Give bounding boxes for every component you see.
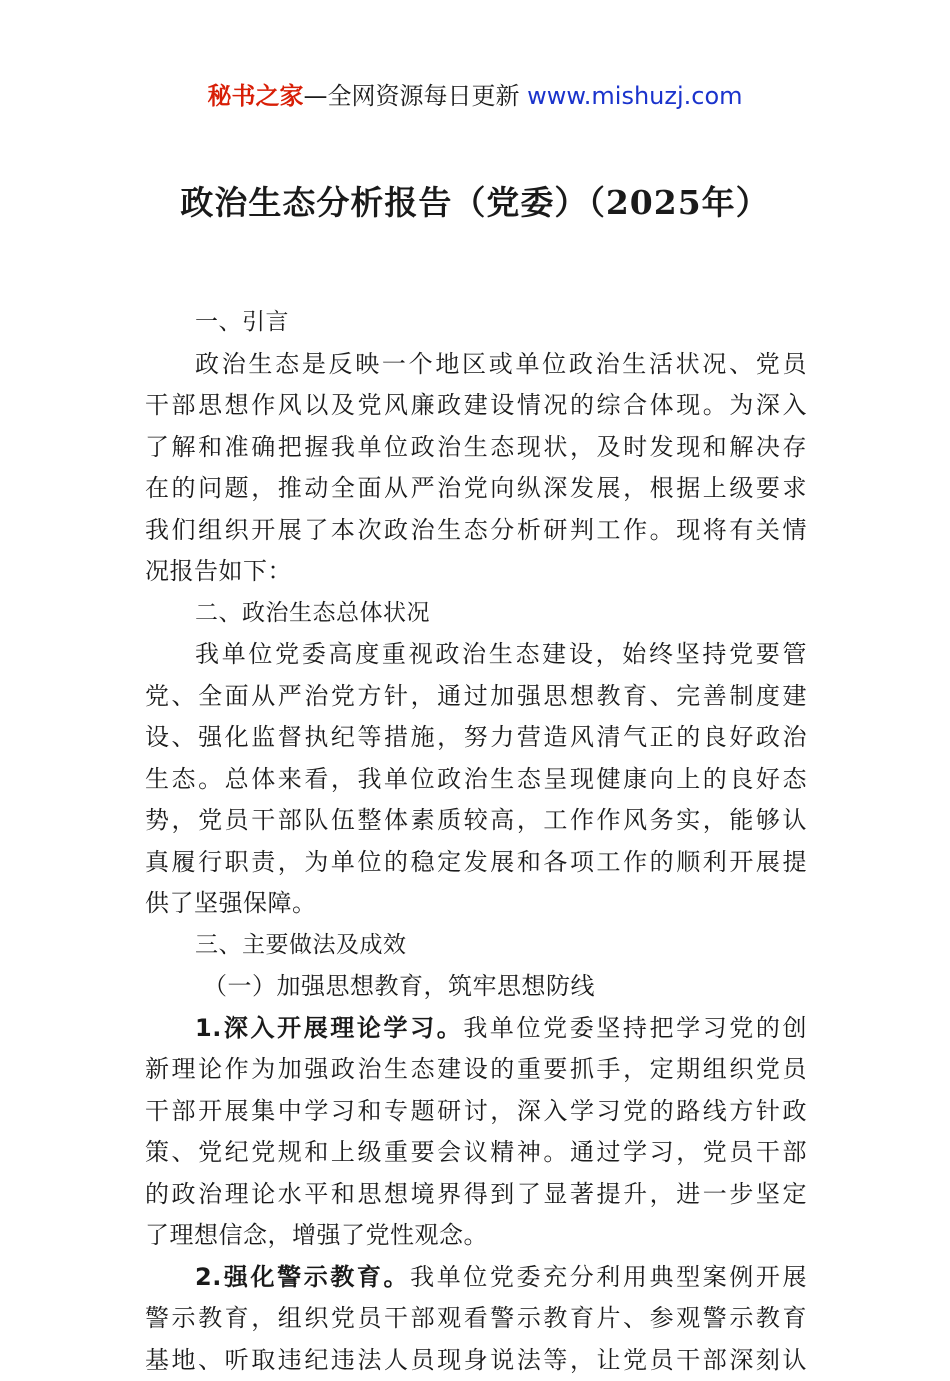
subsection-heading: （一）加强思想教育，筑牢思想防线 [145,966,807,1008]
paragraph-line: 在的问题，推动全面从严治党向纵深发展，根据上级要求 [145,468,807,510]
site-url-link[interactable]: www.mishuzj.com [527,82,742,110]
section-heading-intro: 一、引言 [145,302,807,344]
paragraph-line: 干部思想作风以及党风廉政建设情况的综合体现。为深入 [145,385,807,427]
paragraph-line: 策、党纪党规和上级重要会议精神。通过学习，党员干部 [145,1132,807,1174]
paragraph-line: 新理论作为加强政治生态建设的重要抓手，定期组织党员 [145,1049,807,1091]
document-title: 政治生态分析报告（党委）（2025年） [0,180,950,226]
paragraph-line: 我们组织开展了本次政治生态分析研判工作。现将有关情 [145,510,807,552]
paragraph-line [145,1257,807,1299]
paragraph-line: 警示教育，组织党员干部观看警示教育片、参观警示教育 [145,1298,807,1340]
paragraph-line: 了解和准确把握我单位政治生态现状，及时发现和解决存 [145,427,807,469]
item-lead: 1.深入开展理论学习。 [195,1014,463,1042]
document-body [145,302,807,1381]
paragraph-line: 况报告如下： [145,551,807,593]
paragraph-line: 生态。总体来看，我单位政治生态呈现健康向上的良好态 [145,759,807,801]
paragraph-line: 势，党员干部队伍整体素质较高，工作作风务实，能够认 [145,800,807,842]
paragraph-line: 了理想信念，增强了党性观念。 [145,1215,807,1257]
paragraph-line: 政治生态是反映一个地区或单位政治生活状况、党员 [145,344,807,386]
paragraph-line: 真履行职责，为单位的稳定发展和各项工作的顺利开展提 [145,842,807,884]
paragraph-line: 设、强化监督执纪等措施，努力营造风清气正的良好政治 [145,717,807,759]
item-text: 我单位党委坚持把学习党的创 [463,1014,807,1042]
banner-slogan: —全网资源每日更新 [303,82,527,110]
brand-name: 秘书之家 [207,82,303,110]
section-heading-overview: 二、政治生态总体状况 [145,593,807,635]
site-banner [0,80,950,112]
paragraph-line: 的政治理论水平和思想境界得到了显著提升，进一步坚定 [145,1174,807,1216]
paragraph-line: 党、全面从严治党方针，通过加强思想教育、完善制度建 [145,676,807,718]
paragraph-line: 供了坚强保障。 [145,883,807,925]
paragraph-line: 基地、听取违纪违法人员现身说法等，让党员干部深刻认 [145,1340,807,1381]
paragraph-line: 干部开展集中学习和专题研讨，深入学习党的路线方针政 [145,1091,807,1133]
paragraph-line: 我单位党委高度重视政治生态建设，始终坚持党要管 [145,634,807,676]
item-lead: 2.强化警示教育。 [195,1263,410,1291]
paragraph-line [145,1008,807,1050]
section-heading-measures: 三、主要做法及成效 [145,925,807,967]
item-text: 我单位党委充分利用典型案例开展 [410,1263,807,1291]
